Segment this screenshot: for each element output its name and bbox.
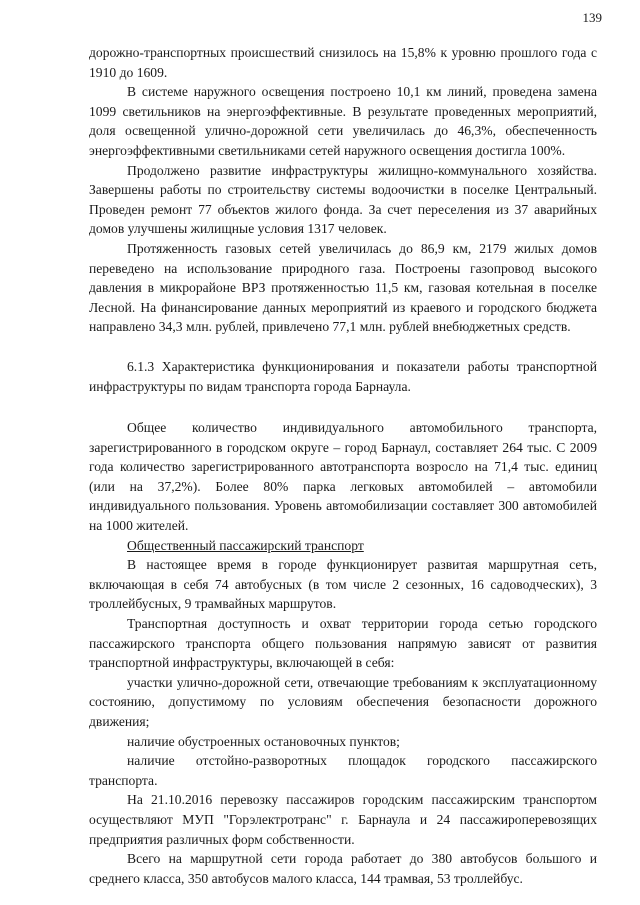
list-item-road-sections: участки улично-дорожной сети, отвечающие требованиям к эксплуатационному состоянию, допустимому по условиям обеспечения безопасности дорожного движения; [89,674,597,729]
paragraph-private-vehicles: Общее количество индивидуального автомобильного транспорта, зарегистрированного в городском округе – город Барнаул, составляет 264 тыс. С 2009 года количество зарегистрированного автотранспорта возросло на 71,4 тыс. единиц (или на 37,2%). Более 80% парка легковых автомобилей – автомобили индивидуального пользования. Уровень автомобилизации составляет 300 автомобилей на 1000 жителей. [89,420,597,534]
paragraph-housing-utilities: Продолжено развитие инфраструктуры жилищно-коммунального хозяйства. Завершены работы по строительству системы водоочистки в поселке Центральный. Проведен ремонт 77 объектов жилого фонда. За счет переселения из 37 аварийных домов улучшены жилищные условия 1317 человек. [89,162,597,237]
paragraph-street-lighting: В системе наружного освещения построено 10,1 км линий, проведена замена 1099 светильников на энергоэффективные. В результате проведенных мероприятий, доля освещенной улично-дорожной сети увеличилась до 46,3%, обеспеченность энергоэффективными светильниками сетей наружного освещения достигла 100%. [89,84,597,158]
section-heading-block [89,357,597,396]
list-item-stops: наличие обустроенных остановочных пунктов; [127,733,400,749]
paragraph-carriers: На 21.10.2016 перевозку пассажиров городским пассажирским транспортом осуществляют МУП "Горэлектротранс" г. Барнаула и 24 пассажироперевозящих предприятия различных форм собственности. [89,792,597,847]
page-number: 139 [582,10,602,25]
page-body [89,43,597,888]
paragraph-transport-accessibility: Транспортная доступность и охват территории города сетью городского пассажирского транспорта общего пользования напрямую зависят от развития транспортной инфраструктуры, включающей в себя: [89,616,597,671]
paragraph-gas-networks: Протяженность газовых сетей увеличилась до 86,9 км, 2179 жилых домов переведено на использование природного газа. Построены газопровод высокого давления в микрорайоне ВРЗ протяженностью 11,5 км, газовая котельная в поселке Лесной. На финансирование данных мероприятий из краевого и городского бюджета направлено 34,3 млн. рублей, привлечено 77,1 млн. рублей внебюджетных средств. [89,240,597,335]
subheading-public-transport [89,536,597,556]
paragraph-route-network: В настоящее время в городе функционирует развитая маршрутная сеть, включающая в себя 74 автобусных (в том числе 2 сезонных, 16 садоводческих), 3 троллейбусных, 9 трамвайных маршрутов. [89,557,597,612]
paragraph-fleet: Всего на маршрутной сети города работает до 380 автобусов большого и среднего класса, 350 автобусов малого класса, 144 трамвая, 53 троллейбус. [89,851,597,886]
subheading-text: Общественный пассажирский транспорт [127,537,364,553]
list-item-turnaround-areas: наличие отстойно-разворотных площадок городского пассажирского транспорта. [89,753,597,788]
paragraph-traffic-accidents: дорожно-транспортных происшествий снизилось на 15,8% к уровню прошлого года с 1910 до 1609. [89,45,597,80]
section-heading: 6.1.3 Характеристика функционирования и показатели работы транспортной инфраструктуры по видам транспорта города Барнаула. [89,358,597,394]
